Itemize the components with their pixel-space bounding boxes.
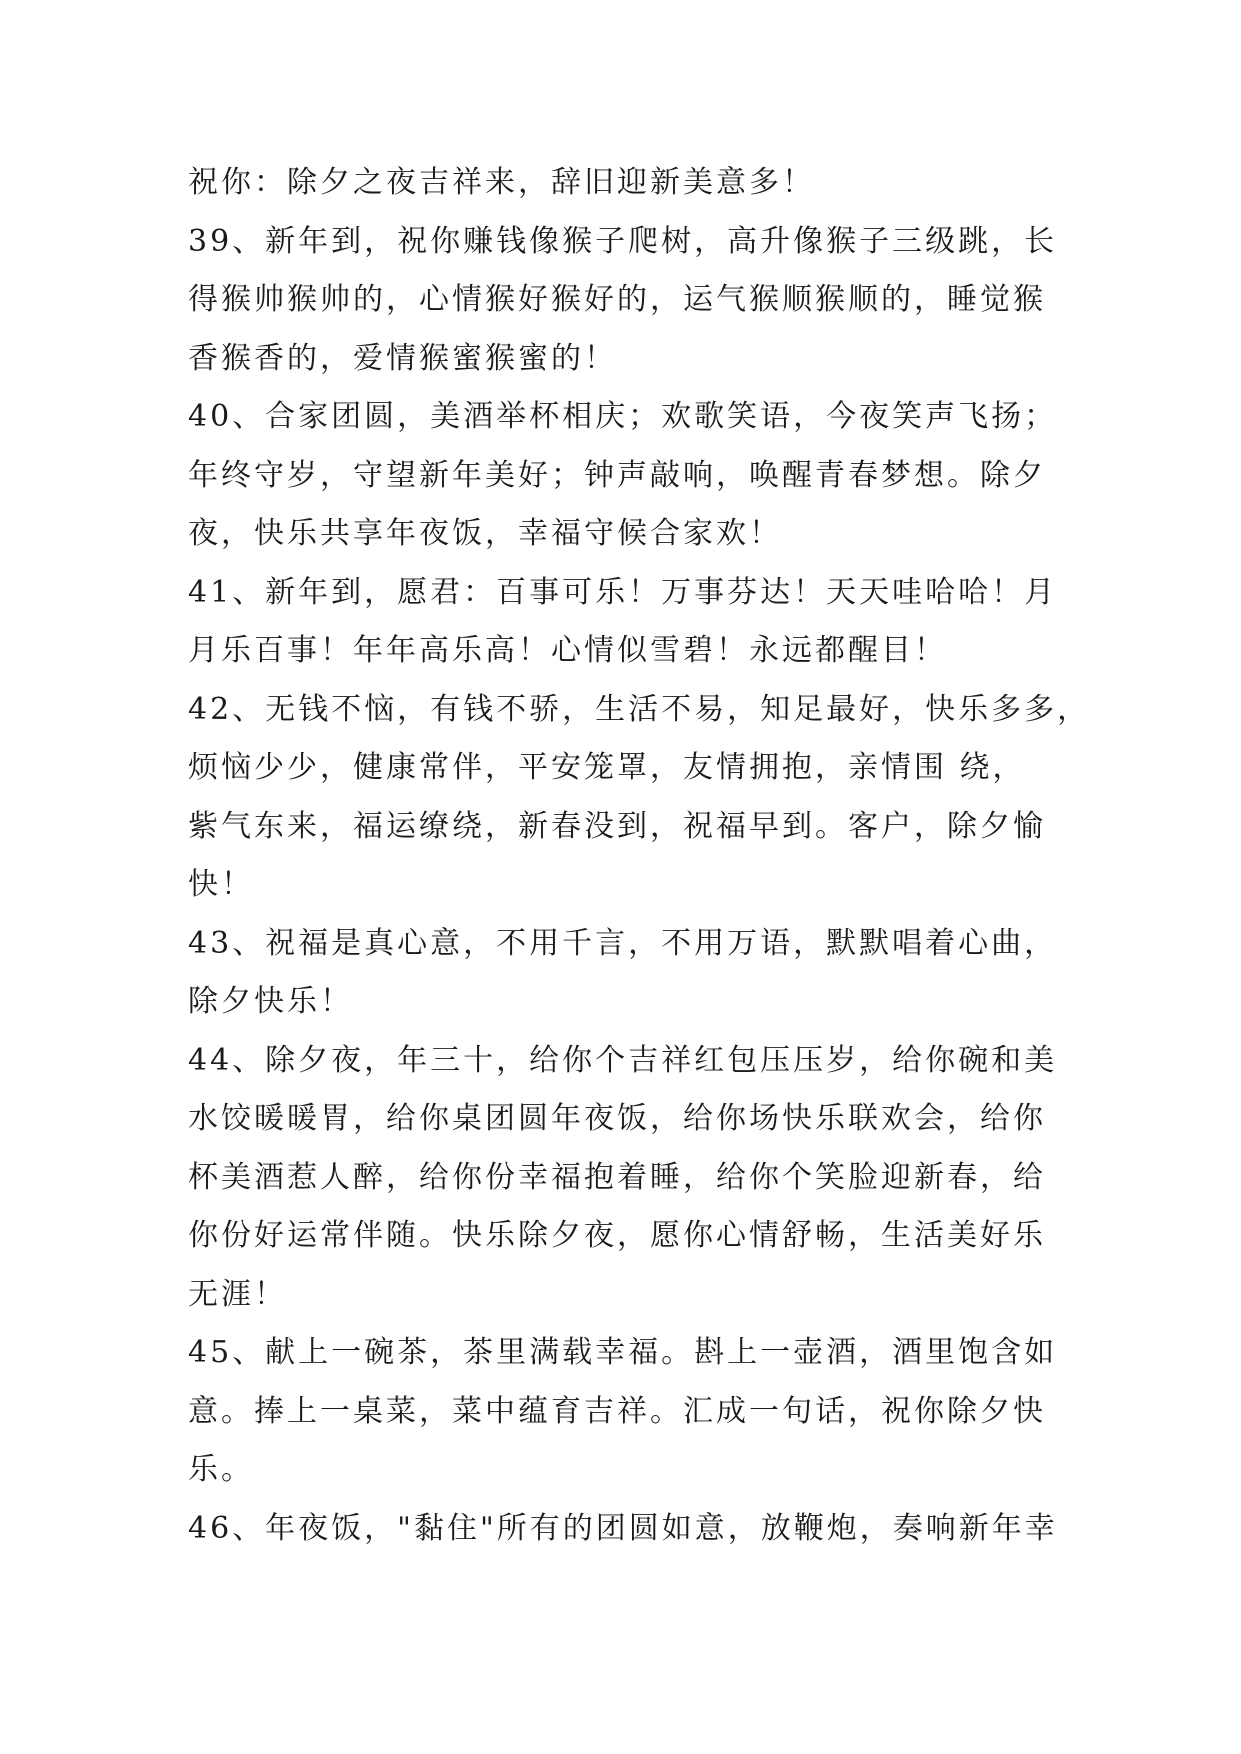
- text-line: 杯美酒惹人醉，给你份幸福抱着睡，给你个笑脸迎新春，给: [188, 1159, 1046, 1195]
- text-line: 46、年夜饭，"黏住"所有的团圆如意，放鞭炮，奏响新年幸: [188, 1510, 1058, 1546]
- text-line: 你份好运常伴随。快乐除夕夜，愿你心情舒畅，生活美好乐: [188, 1218, 1046, 1253]
- text-line: 45、献上一碗茶，茶里满载幸福。斟上一壶酒，酒里饱含如: [188, 1335, 1058, 1370]
- text-line: 39、新年到，祝你赚钱像猴子爬树，高升像猴子三级跳，长: [188, 223, 1058, 259]
- text-line: 41、新年到，愿君：百事可乐！万事芬达！天天哇哈哈！月: [188, 574, 1058, 610]
- text-line: 祝你：除夕之夜吉祥来，辞旧迎新美意多！: [188, 165, 815, 200]
- text-line: 42、无钱不恼，有钱不骄，生活不易，知足最好，快乐多多，: [188, 691, 1091, 727]
- text-line: 水饺暖暖胃，给你桌团圆年夜饭，给你场快乐联欢会，给你: [188, 1101, 1046, 1136]
- text-line: 夜，快乐共享年夜饭，幸福守候合家欢！: [188, 516, 782, 551]
- text-line: 年终守岁，守望新年美好；钟声敲响，唤醒青春梦想。除夕: [188, 457, 1046, 493]
- text-line: 乐。: [188, 1452, 254, 1487]
- text-line: 香猴香的，爱情猴蜜猴蜜的！: [188, 340, 617, 376]
- text-line: 40、合家团圆，美酒举杯相庆；欢歌笑语，今夜笑声飞扬；: [188, 399, 1058, 434]
- text-line: 除夕快乐！: [188, 984, 353, 1019]
- text-line: 快！: [188, 867, 254, 902]
- text-line: 无涯！: [188, 1276, 287, 1312]
- text-line: 紫气东来，福运缭绕，新春没到，祝福早到。客户，除夕愉: [188, 808, 1046, 844]
- text-line: 烦恼少少，健康常伴，平安笼罩，友情拥抱，亲情围 绕，: [188, 750, 1026, 785]
- text-line: 得猴帅猴帅的，心情猴好猴好的，运气猴顺猴顺的，睡觉猴: [188, 282, 1046, 317]
- text-line: 44、除夕夜，年三十，给你个吉祥红包压压岁，给你碗和美: [188, 1042, 1058, 1078]
- text-line: 43、祝福是真心意，不用千言，不用万语，默默唱着心曲，: [188, 925, 1058, 961]
- document-body: [188, 154, 1091, 1558]
- text-line: 意。捧上一桌菜，菜中蕴育吉祥。汇成一句话，祝你除夕快: [188, 1393, 1046, 1429]
- text-line: 月乐百事！年年高乐高！心情似雪碧！永远都醒目！: [188, 633, 947, 668]
